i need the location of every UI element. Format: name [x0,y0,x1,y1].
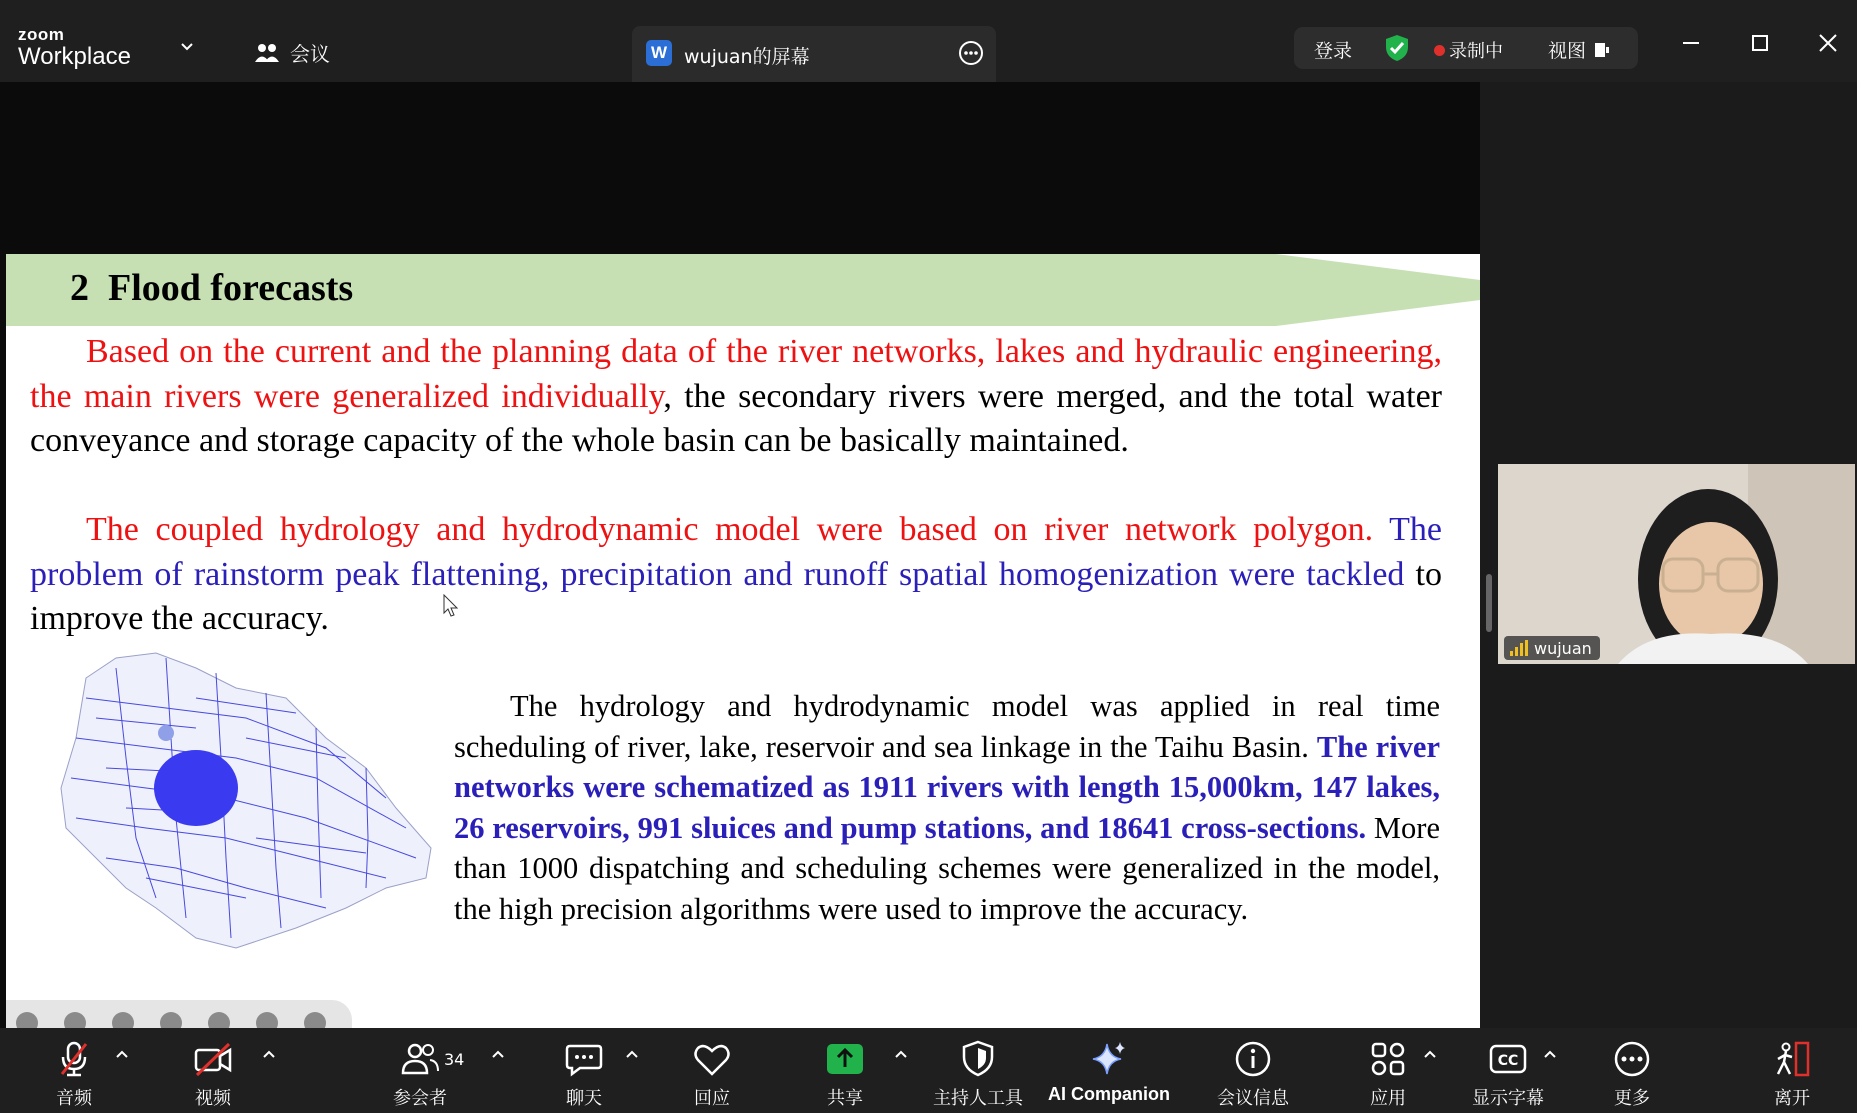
screen-share-tab[interactable] [632,26,996,82]
audio-button[interactable] [44,1028,104,1113]
info-icon [1233,1040,1273,1078]
slide-number: 2 [70,267,89,309]
chat-icon [564,1040,604,1078]
participants-label: 参会者 [393,1088,447,1109]
ai-sparkle-icon [1089,1040,1129,1078]
ai-companion-label: AI Companion [1048,1084,1170,1104]
participants-button[interactable] [388,1028,452,1113]
apps-label: 应用 [1370,1088,1406,1109]
apps-button[interactable] [1358,1028,1418,1113]
video-label: 视频 [195,1088,231,1109]
p1-black-text: , the secondary rivers were merged, and the total water conveyance and storage capacity of the whole basin can be basically maintained. [30,377,1443,459]
chat-button[interactable] [554,1028,614,1113]
share-screen-icon [825,1040,865,1078]
video-options-chevron-icon[interactable] [262,1048,276,1060]
recording-indicator[interactable] [1434,37,1503,63]
share-button[interactable] [815,1028,875,1113]
recording-dot-icon [1434,45,1445,56]
chat-options-chevron-icon[interactable] [625,1048,639,1060]
paragraph-1 [30,330,1442,464]
closed-captions-icon [1488,1040,1528,1078]
participant-video-tile[interactable] [1498,464,1855,664]
share-label: 共享 [827,1088,863,1109]
more-button[interactable] [1602,1028,1662,1113]
people-icon [254,42,280,64]
participants-icon [400,1040,440,1078]
title-banner [6,254,1480,326]
heart-icon [692,1040,732,1078]
video-button[interactable] [183,1028,243,1113]
close-icon[interactable] [1813,28,1843,58]
react-button[interactable] [682,1028,742,1113]
network-signal-icon [1510,640,1528,656]
captions-button[interactable] [1468,1028,1548,1113]
top-right-controls [1294,27,1638,69]
river-network-map [46,638,446,958]
view-button[interactable] [1548,36,1610,63]
participant-video [1498,464,1855,664]
host-shield-icon [958,1040,998,1078]
maximize-icon[interactable] [1745,28,1775,58]
meeting-menu[interactable] [254,38,330,67]
slide-title-text: Flood forecasts [108,267,354,309]
audio-options-chevron-icon[interactable] [115,1048,129,1060]
shared-screen-area [0,82,1480,1028]
microphone-muted-icon [54,1040,94,1078]
ai-companion-button[interactable] [1046,1028,1172,1113]
paragraph-2 [30,508,1442,642]
more-label: 更多 [1614,1088,1650,1109]
slide-title [70,266,353,310]
p3-blue-text: The river networks were schematized as 1911 rivers with length 15,000km, 147 lakes, 26 reservoirs, 991 sluices and pump stations, and 18641 cross-sections. [454,729,1440,845]
brand-small: zoom [18,25,65,44]
p2-black-text: to improve the accuracy. [30,555,1442,637]
mouse-cursor-icon [443,594,459,618]
captions-options-chevron-icon[interactable] [1543,1048,1557,1060]
meeting-label: 会议 [290,42,330,66]
meeting-controls-bar [0,1028,1857,1113]
apps-options-chevron-icon[interactable] [1423,1048,1437,1060]
title-bar [0,0,1857,82]
chevron-down-icon[interactable] [180,40,194,54]
minimize-icon[interactable] [1676,28,1706,58]
participants-count: 34 [444,1050,465,1069]
p3-black-text-1: The hydrology and hydrodynamic model was applied in real time scheduling of river, lake, reservoir and sea linkage in the Taihu Basin. [454,689,1440,764]
leave-label: 离开 [1774,1088,1810,1109]
camera-off-icon [193,1040,233,1078]
leave-door-icon [1772,1040,1812,1078]
brand-large: Workplace [18,43,131,70]
view-label: 视图 [1548,40,1587,62]
paragraph-3 [454,686,1440,929]
react-label: 回应 [694,1088,730,1109]
meeting-info-label: 会议信息 [1217,1088,1289,1109]
host-tools-label: 主持人工具 [933,1088,1023,1109]
more-icon [1612,1040,1652,1078]
security-shield-icon[interactable] [1384,34,1410,62]
participant-nametag [1504,636,1600,660]
host-tools-button[interactable] [928,1028,1028,1113]
share-options-chevron-icon[interactable] [894,1048,908,1060]
p2-red-text: The coupled hydrology and hydrodynamic model were based on river network polygon. [86,511,1374,548]
panel-resize-handle[interactable] [1486,574,1492,632]
participants-options-chevron-icon[interactable] [491,1048,505,1060]
meeting-info-button[interactable] [1206,1028,1300,1113]
recording-label: 录制中 [1449,41,1503,62]
zoom-workplace-logo [18,26,168,71]
audio-label: 音频 [56,1088,92,1109]
participant-name: wujuan [1534,638,1592,658]
p1-red-text: Based on the current and the planning data of the river networks, lakes and hydraulic engineering, the main rivers were generalized individually [30,333,1442,415]
login-button[interactable]: 登录 [1314,40,1353,62]
apps-icon [1368,1040,1408,1078]
presentation-slide [6,254,1480,1037]
chat-label: 聊天 [566,1088,602,1109]
captions-label: 显示字幕 [1472,1088,1544,1109]
p2-blue-text: The problem of rainstorm peak flattening, precipitation and runoff spatial homogenization were tackled [30,511,1442,593]
svg-text:CC: CC [1497,1053,1519,1069]
view-layout-icon [1594,42,1610,58]
word-app-icon: W [646,40,672,66]
more-options-icon[interactable] [958,40,984,66]
leave-button[interactable] [1762,1028,1822,1113]
p3-black-text-2: More than 1000 dispatching and scheduling schemes were generalized in the model, the high precision algorithms were used to improve the accuracy. [454,810,1440,926]
share-title: wujuan的屏幕 [684,46,810,68]
